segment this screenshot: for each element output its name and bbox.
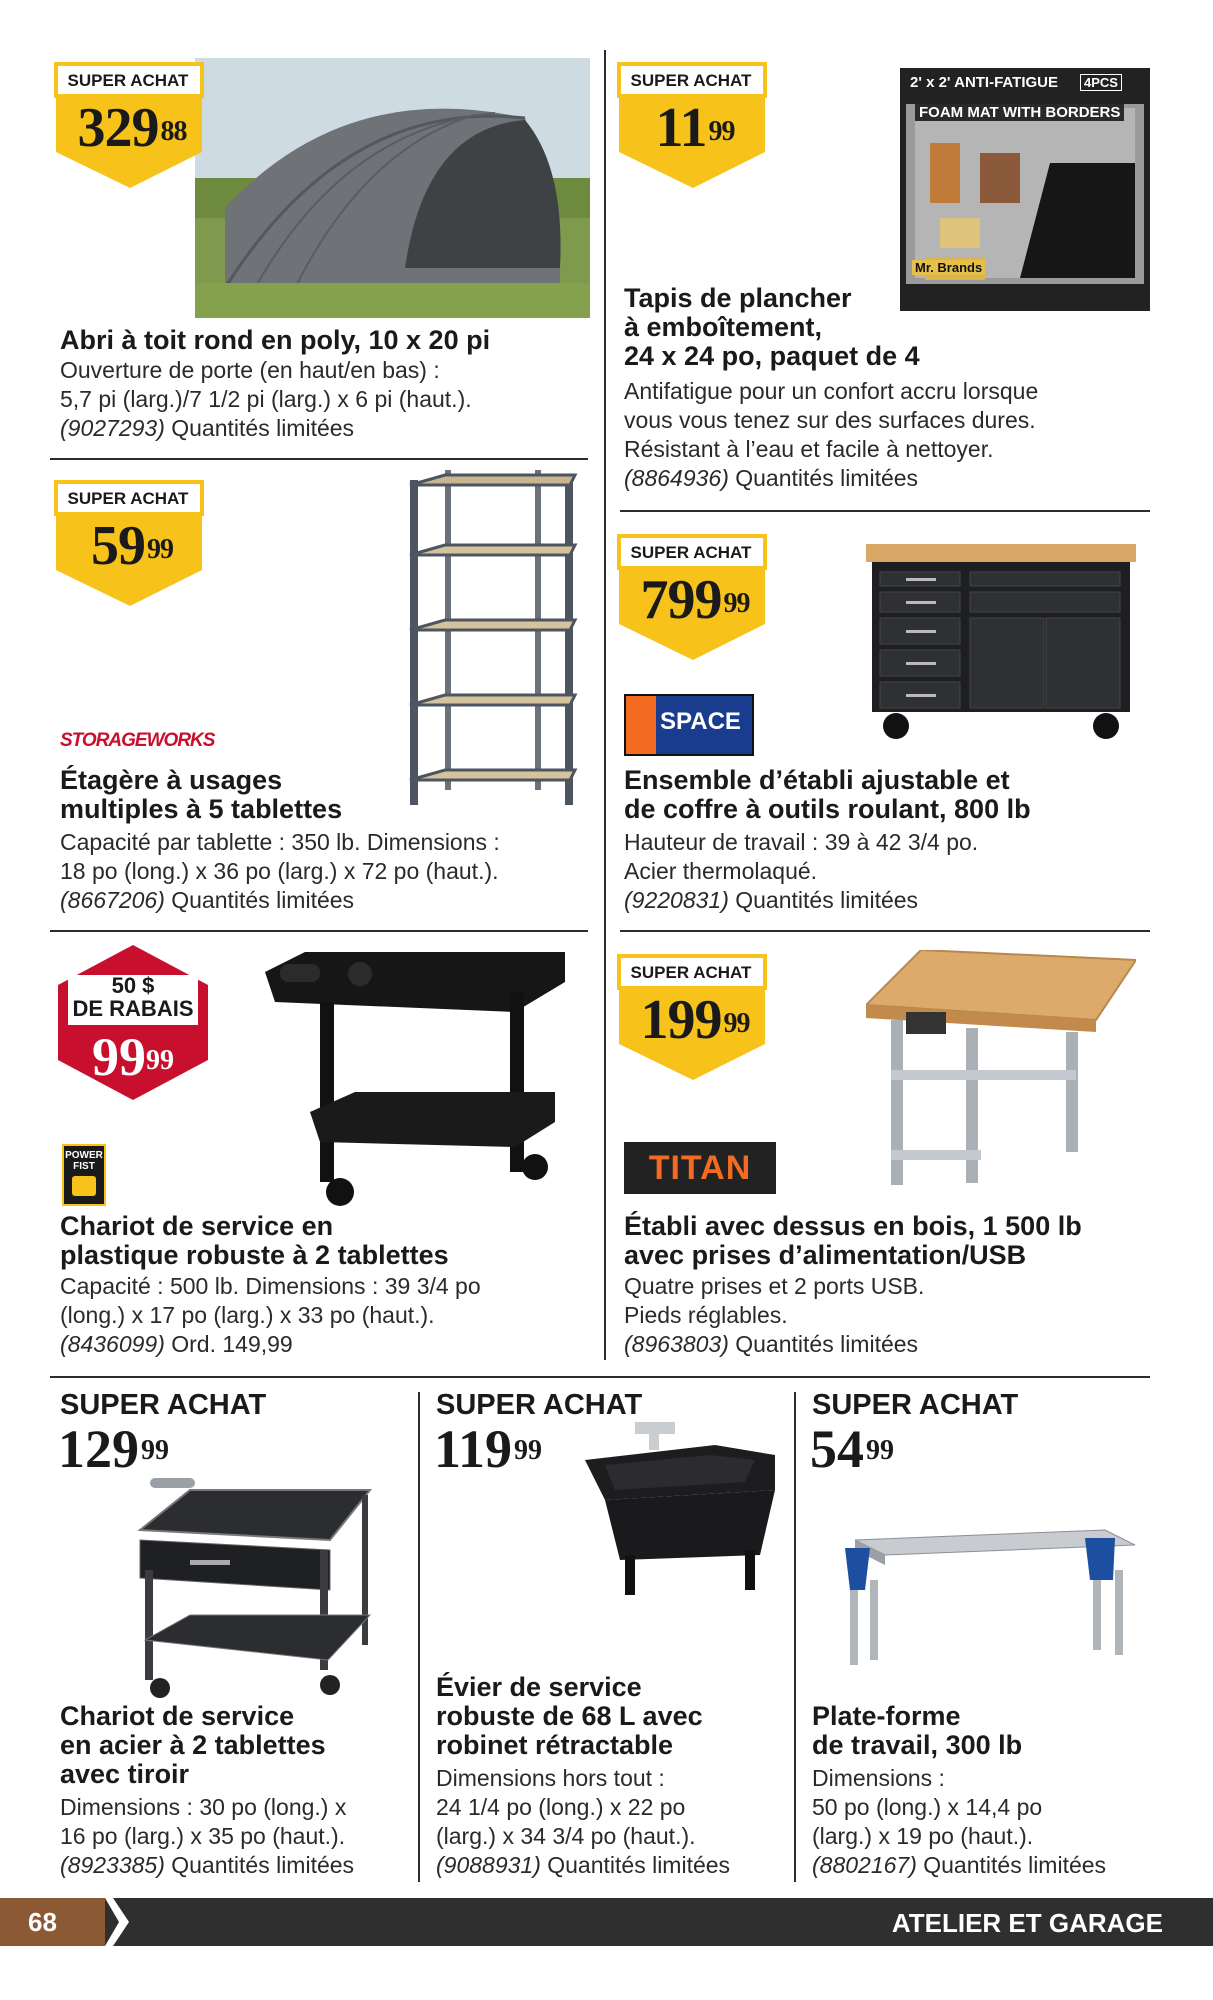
badge-label: SUPER ACHAT <box>630 963 752 982</box>
product-shelf-image <box>400 470 585 810</box>
availability-note: Quantités limitées <box>923 1852 1107 1878</box>
badge-label: SUPER ACHAT <box>630 71 752 90</box>
product-workbench-image <box>866 950 1136 1190</box>
sku: (8923385) <box>60 1852 165 1878</box>
price: $119^{99}$ <box>434 1419 543 1479</box>
product-title: Chariot de service en acier à 2 tablettes avec tiroir <box>60 1701 326 1789</box>
chevron-right-icon <box>105 1898 129 1946</box>
row-divider <box>50 930 588 932</box>
row-divider <box>620 510 1150 512</box>
row-divider <box>50 1376 1150 1378</box>
product-plastic-cart-image <box>265 952 565 1212</box>
product-description: Dimensions : 50 po (long.) x 14,4 po (larg.) x 19 po (haut.). (8802167) Quantités limitées <box>812 1765 1107 1878</box>
product-description: Hauteur de travail : 39 à 42 3/4 po. Acier thermolaqué. (9220831) Quantités limitées <box>624 829 979 913</box>
mat-box-title: 2' x 2' ANTI-FATIGUE <box>910 74 1058 91</box>
product-mat-image <box>900 68 1150 311</box>
regular-price-note: Ord. 149,99 <box>171 1331 293 1357</box>
price-badge <box>52 60 212 190</box>
brand-logo-storageworks: STORAGEWORKS <box>60 730 215 751</box>
price-badge-discount <box>58 945 208 1100</box>
page-number: 68 <box>28 1907 57 1937</box>
product-work-platform-image <box>815 1520 1145 1670</box>
price-badge <box>615 532 775 662</box>
sku: (8864936) <box>624 465 729 491</box>
price-badge <box>52 478 212 608</box>
availability-note: Quantités limitées <box>735 887 919 913</box>
product-description: Antifatigue pour un confort accru lorsque vous vous tenez sur des surfaces dures. Résistant à l’eau et facile à nettoyer. (8864936) Quantités limitées <box>624 378 1039 491</box>
sku: (8802167) <box>812 1852 917 1878</box>
price: $129^{99}$ <box>58 1419 169 1479</box>
product-title: Chariot de service en plastique robuste à 2 tablettes <box>60 1211 449 1270</box>
product-shelter-image <box>195 58 590 318</box>
price-badge <box>615 60 775 190</box>
price: $329^{88}$ <box>77 97 187 159</box>
product-description: Capacité : 500 lb. Dimensions : 39 3/4 po (long.) x 17 po (larg.) x 33 po (haut.). (8436099) Ord. 149,99 <box>60 1273 481 1357</box>
product-title: Abri à toit rond en poly, 10 x 20 pi <box>60 325 491 355</box>
badge-label: SUPER ACHAT <box>67 71 189 90</box>
product-description: Dimensions hors tout : 24 1/4 po (long.) x 22 po (larg.) x 34 3/4 po (haut.). (9088931) Quantités limitées <box>436 1765 731 1878</box>
availability-note: Quantités limitées <box>171 1852 355 1878</box>
product-title: Étagère à usages multiples à 5 tablettes <box>60 765 343 824</box>
product-description: Capacité par tablette : 350 lb. Dimensions : 18 po (long.) x 36 po (larg.) x 72 po (haut.). (8667206) Quantités limitées <box>60 829 500 913</box>
sku: (8667206) <box>60 887 165 913</box>
mat-box-brand: Mr. Brands <box>912 260 985 275</box>
product-title: Ensemble d’établi ajustable et de coffre à outils roulant, 800 lb <box>624 765 1031 824</box>
product-title: Tapis de plancher à emboîtement, 24 x 24 po, paquet de 4 <box>624 283 920 371</box>
super-achat-label: SUPER ACHAT <box>812 1389 1019 1421</box>
page-number-tab <box>0 1898 105 1946</box>
price: $99^{99}$ <box>92 1027 174 1087</box>
section-title: ATELIER ET GARAGE <box>891 1908 1163 1938</box>
availability-note: Quantités limitées <box>171 887 355 913</box>
availability-note: Quantités limitées <box>171 415 355 441</box>
availability-note: Quantités limitées <box>735 1331 919 1357</box>
sku: (9088931) <box>436 1852 541 1878</box>
brand-logo-titan: TITAN <box>624 1142 776 1194</box>
row-divider <box>620 930 1150 932</box>
column-divider <box>604 50 606 1360</box>
super-achat-label: SUPER ACHAT <box>436 1389 643 1421</box>
page-footer <box>0 1898 1213 1946</box>
price: $59^{99}$ <box>91 515 173 577</box>
product-title: Établi avec dessus en bois, 1 500 lb avec prises d’alimentation/USB <box>624 1211 1082 1270</box>
product-description: Dimensions : 30 po (long.) x 16 po (larg.) x 35 po (haut.). (8923385) Quantités limitées <box>60 1794 355 1878</box>
price: $54^{99}$ <box>810 1419 894 1479</box>
sku: (8436099) <box>60 1331 165 1357</box>
product-utility-sink-image <box>585 1420 775 1600</box>
discount-label: DE RABAIS <box>72 996 194 1021</box>
mat-box-count: 4PCS <box>1080 74 1122 91</box>
availability-note: Quantités limitées <box>547 1852 731 1878</box>
product-description: Ouverture de porte (en haut/en bas) : 5,7 pi (larg.)/7 1/2 pi (larg.) x 6 pi (haut.). (9027293) Quantités limitées <box>60 357 472 441</box>
row-divider <box>50 458 588 460</box>
product-title: Plate-forme de travail, 300 lb <box>812 1701 1023 1760</box>
brand-logo-power-fist: POWER FIST <box>62 1144 106 1206</box>
product-steel-cart-image <box>130 1470 380 1700</box>
brand-logo-space: SPACE <box>624 694 754 756</box>
product-toolchest-image <box>866 544 1136 744</box>
product-title: Évier de service robuste de 68 L avec robinet rétractable <box>436 1672 703 1760</box>
price: $799^{99}$ <box>640 569 750 631</box>
mat-box-subtitle: FOAM MAT WITH BORDERS <box>915 104 1124 121</box>
sku: (9027293) <box>60 415 165 441</box>
availability-note: Quantités limitées <box>735 465 919 491</box>
product-description: Quatre prises et 2 ports USB. Pieds réglables. (8963803) Quantités limitées <box>624 1273 925 1357</box>
badge-label: SUPER ACHAT <box>630 543 752 562</box>
sku: (8963803) <box>624 1331 729 1357</box>
price: $11^{99}$ <box>655 97 735 159</box>
price: $199^{99}$ <box>640 989 750 1051</box>
discount-amount: 50 $ <box>111 973 155 998</box>
price-badge <box>615 952 775 1082</box>
super-achat-label: SUPER ACHAT <box>60 1389 267 1421</box>
sku: (9220831) <box>624 887 729 913</box>
badge-label: SUPER ACHAT <box>67 489 189 508</box>
